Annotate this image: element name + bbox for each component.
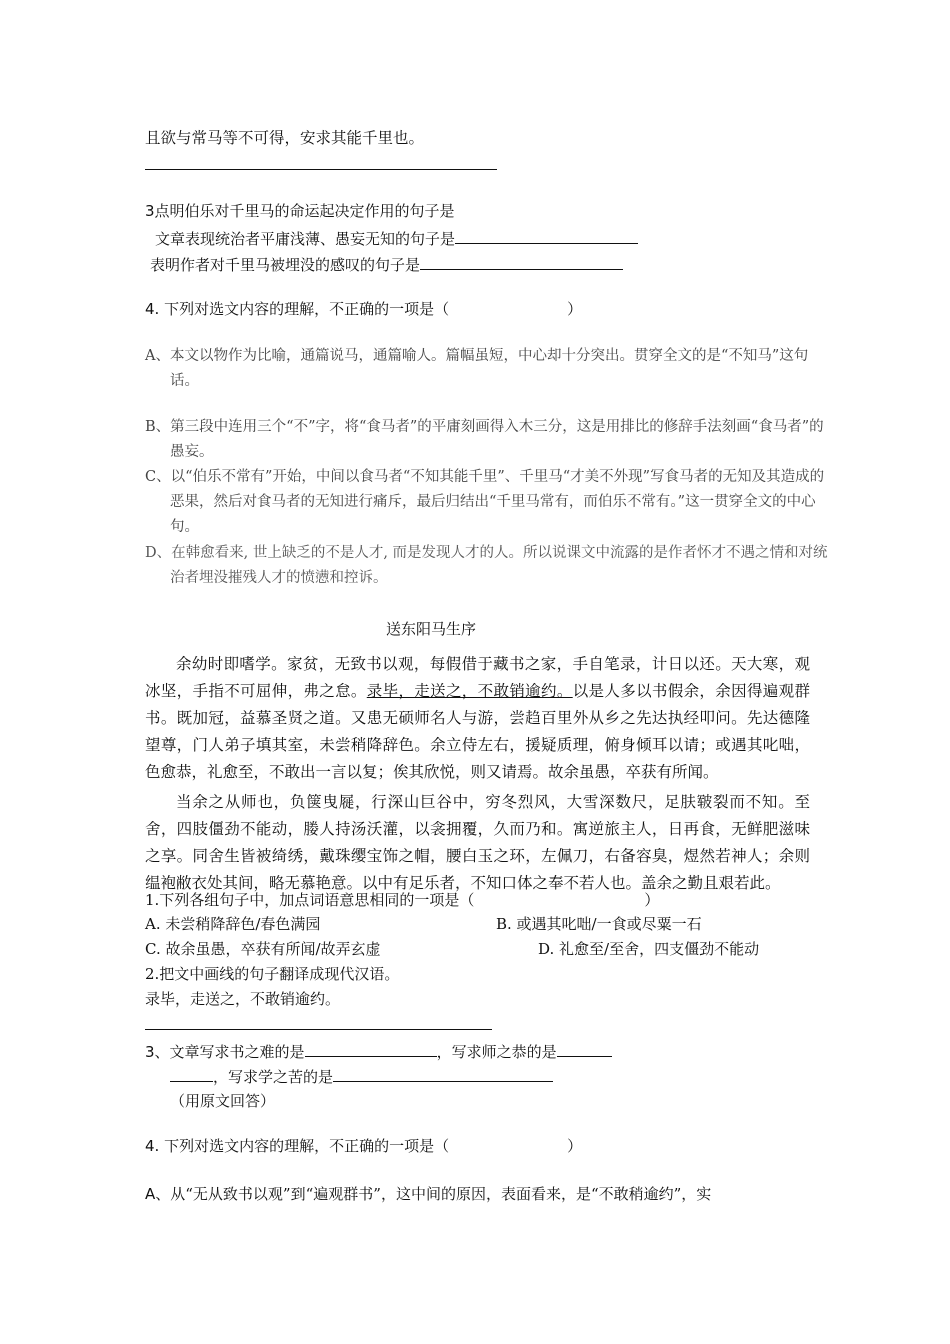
q1-option-a[interactable]: A. 未尝稍降辞色/春色满园 xyxy=(145,915,321,933)
question-3-line-2: 文章表现统治者平庸浅薄、愚妄无知的句子是 xyxy=(155,227,638,250)
option-b[interactable]: B、第三段中连用三个“不”字，将“食马者”的平庸刻画得入木三分，这是用排比的修辞手法刻画“食马者”的愚妄。 xyxy=(145,419,824,460)
question-2-prompt: 2.把文中画线的句子翻译成现代汉语。 xyxy=(145,965,400,983)
question-4-prompt: 4. 下列对选文内容的理解，不正确的一项是（ ） xyxy=(145,300,583,318)
passage-paragraph-1: 余幼时即嗜学。家贫，无致书以观，每假借于藏书之家，手自笔录，计日以还。天大寒，观冰坚，手指不可屈伸，弗之怠。录毕，走送之，不敢销逾约。以是人多以书假余，余因得遍观群书。既加冠，益慕圣贤之道。又患无硕师名人与游，尝趋百里外从乡之先达执经叩问。先达德隆望尊，门人弟子填其室，未尝稍降辞色。余立侍左右，援疑质理，俯身倾耳以请；或遇其叱咄，色愈恭，礼愈至，不敢出一言以复；俟其欣悦，则又请焉。故余虽愚，卒获有所闻。 xyxy=(145,655,810,781)
option-c[interactable]: C、以“伯乐不常有”开始，中间以食马者“不知其能千里”、千里马“才美不外现”写食马者的无知及其造成的恶果，然后对食马者的无知进行痛斥，最后归结出“千里马常有，而伯乐不常有。”这一贯穿全文的中心句。 xyxy=(145,469,825,535)
option-a[interactable]: A、本文以物作为比喻，通篇说马，通篇喻人。篇幅虽短，中心却十分突出。贯穿全文的是“不知马”这句话。 xyxy=(145,348,809,389)
answer-blank[interactable] xyxy=(557,1040,612,1057)
q1-option-c[interactable]: C. 故余虽愚，卒获有所闻/故弄玄虚 xyxy=(145,940,381,958)
question-1-prompt: 1.下列各组句子中，加点词语意思相同的一项是（ ） xyxy=(145,891,660,909)
translation-sentence: 录毕，走送之，不敢销逾约。 xyxy=(145,990,341,1008)
underlined-sentence: 录毕，走送之，不敢销逾约。 xyxy=(366,682,573,700)
question-number: 4 xyxy=(145,1137,155,1155)
answer-line[interactable] xyxy=(145,1029,492,1030)
answer-note: （用原文回答） xyxy=(170,1092,276,1110)
question-3-prompt: 3点明伯乐对千里马的命运起决定作用的句子是 xyxy=(145,202,455,220)
q1-option-d[interactable]: D. 礼愈至/至舍，四支僵劲不能动 xyxy=(538,940,760,958)
quote-line: 且欲与常马等不可得，安求其能千里也。 xyxy=(145,129,425,147)
answer-blank[interactable] xyxy=(333,1065,553,1082)
option-d[interactable]: D、在韩愈看来, 世上缺乏的不是人才, 而是发现人才的人。所以说课文中流露的是作者怀才不遇之情和对统治者埋没摧残人才的愤懑和控诉。 xyxy=(145,545,828,586)
question-number: 3 xyxy=(145,1043,155,1061)
answer-blank[interactable] xyxy=(170,1065,213,1082)
answer-blank[interactable] xyxy=(455,227,638,244)
passage-title: 送东阳马生序 xyxy=(386,620,477,638)
answer-blank[interactable] xyxy=(420,253,623,270)
question-3-line-3: 表明作者对千里马被埋没的感叹的句子是 xyxy=(150,253,623,276)
answer-blank[interactable] xyxy=(305,1040,437,1057)
question-3b-line-2: ，写求学之苦的是 xyxy=(170,1065,553,1088)
passage-paragraph-2: 当余之从师也，负箧曳屣，行深山巨谷中，穷冬烈风，大雪深数尺，足肤皲裂而不知。至舍，四肢僵劲不能动，媵人持汤沃灌，以衾拥覆，久而乃和。寓逆旅主人，日再食，无鲜肥滋味之享。同舍生皆被绮绣，戴珠缨宝饰之帽，腰白玉之环，左佩刀，右备容臭，煜然若神人；余则缊袍敝衣处其间，略无慕艳意。以中有足乐者，不知口体之奉不若人也。盖余之勤且艰若此。 xyxy=(145,793,810,892)
q4b-option-a[interactable]: A、从“无从致书以观”到“遍观群书”，这中间的原因，表面看来，是“不敢稍逾约”，实 xyxy=(145,1185,712,1203)
question-3b-prompt: 3、文章写求书之难的是 ，写求师之恭的是 xyxy=(145,1040,612,1063)
question-4b-prompt: 4. 下列对选文内容的理解，不正确的一项是（ ） xyxy=(145,1137,583,1155)
q1-option-b[interactable]: B. 或遇其叱咄/一食或尽粟一石 xyxy=(496,915,702,933)
question-number: 3 xyxy=(145,202,155,220)
answer-line[interactable] xyxy=(145,169,497,170)
question-number: 4 xyxy=(145,300,155,318)
